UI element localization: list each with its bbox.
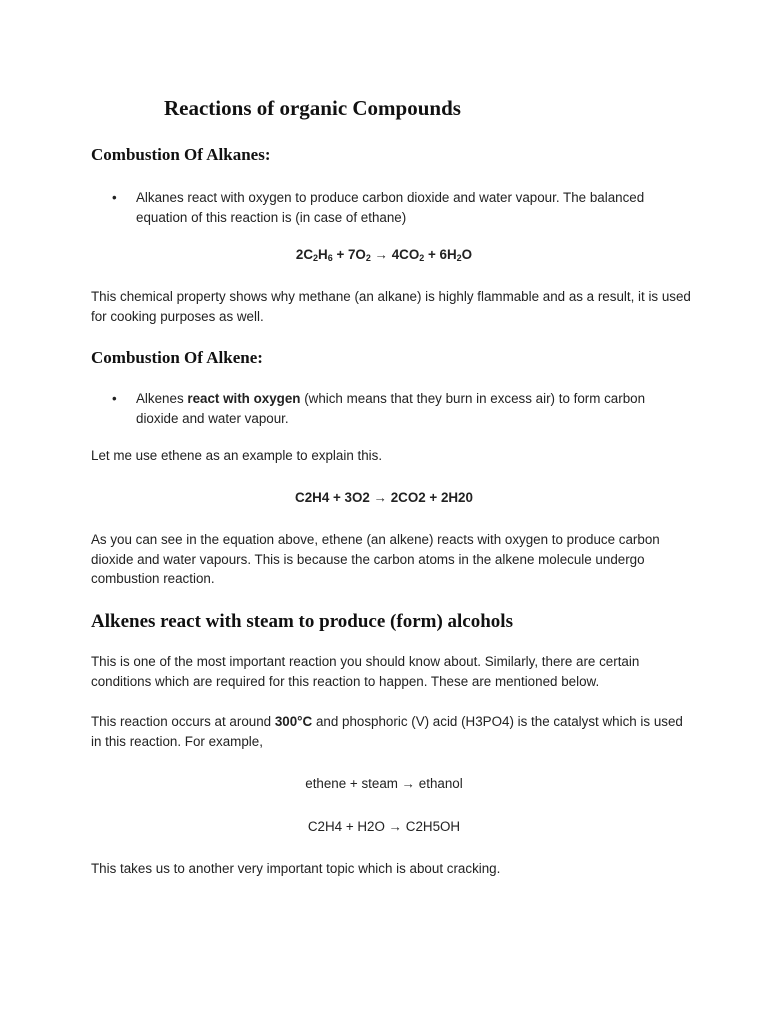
heading-alkenes-steam: Alkenes react with steam to produce (form) alcohols xyxy=(91,611,513,632)
equation-ethene-combustion xyxy=(0,488,768,507)
eq-part: H xyxy=(318,247,328,262)
eq-subscript: 2 xyxy=(456,253,462,263)
arrow-icon: → xyxy=(373,490,387,505)
paragraph-cracking: This takes us to another very important topic which is about cracking. xyxy=(91,861,501,876)
eq-right: C2H5OH xyxy=(405,819,461,834)
arrow-icon: → xyxy=(388,819,403,834)
word-eq-left: ethene + steam xyxy=(305,776,398,791)
eq-left: C2H4 + H2O xyxy=(307,819,385,834)
page-title: Reactions of organic Compounds xyxy=(164,96,461,120)
eq-subscript: 2 xyxy=(365,253,371,263)
word-eq-right: ethanol xyxy=(418,776,463,791)
bullet-icon: • xyxy=(112,190,117,205)
eq-subscript: 6 xyxy=(327,253,333,263)
paragraph-methane-flammable: This chemical property shows why methane (an alkane) is highly flammable and as a result, it is used for cooking purposes as well. xyxy=(91,289,691,324)
heading-combustion-alkene: Combustion Of Alkene: xyxy=(91,348,263,367)
bullet-text-pre: Alkenes xyxy=(136,391,188,406)
eq-right: 2CO2 + 2H20 xyxy=(390,490,473,505)
eq-subscript: 2 xyxy=(313,253,319,263)
bullet-text-post: (which means that they burn in excess air) to form carbon dioxide and water vapour. xyxy=(136,391,646,426)
eq-left: C2H4 + 3O2 xyxy=(295,490,370,505)
bullet-alkenes xyxy=(112,389,672,428)
word-equation-ethanol xyxy=(0,774,768,793)
paragraph-ethene-intro: Let me use ethene as an example to explain this. xyxy=(91,448,383,463)
paragraph-important-reaction: This is one of the most important reaction you should know about. Similarly, there are certain conditions which are required for this reaction to happen. These are mentioned below. xyxy=(91,654,640,689)
eq-part: + 7O xyxy=(332,247,366,262)
bullet-alkanes xyxy=(112,188,672,227)
arrow-icon: → xyxy=(401,776,416,791)
p2-pre: This reaction occurs at around xyxy=(91,714,275,729)
bullet-text xyxy=(136,389,672,428)
bullet-icon: • xyxy=(112,391,117,406)
eq-part: + 6H xyxy=(424,247,457,262)
bullet-text-bold: react with oxygen xyxy=(187,391,301,406)
bullet-text: Alkanes react with oxygen to produce carbon dioxide and water vapour. The balanced equation of this reaction is (in case of ethane) xyxy=(136,190,645,225)
heading-combustion-alkanes: Combustion Of Alkanes: xyxy=(91,145,271,164)
paragraph-ethene-explanation: As you can see in the equation above, ethene (an alkene) reacts with oxygen to produce carbon dioxide and water vapours. This is because the carbon atoms in the alkene molecule undergo combustion reaction. xyxy=(91,532,660,586)
temperature-value: 300°C xyxy=(274,714,313,729)
paragraph-reaction-conditions xyxy=(91,712,691,751)
equation-ethanol xyxy=(0,817,768,836)
eq-subscript: 2 xyxy=(419,253,425,263)
arrow-icon: → xyxy=(374,247,388,262)
equation-ethane-combustion xyxy=(0,245,768,264)
p2-post: and phosphoric (V) acid (H3PO4) is the catalyst which is used in this reaction. For example, xyxy=(91,714,683,749)
eq-part: 2C xyxy=(295,247,314,262)
eq-part: 4CO xyxy=(387,247,420,262)
eq-part: O xyxy=(461,247,473,262)
